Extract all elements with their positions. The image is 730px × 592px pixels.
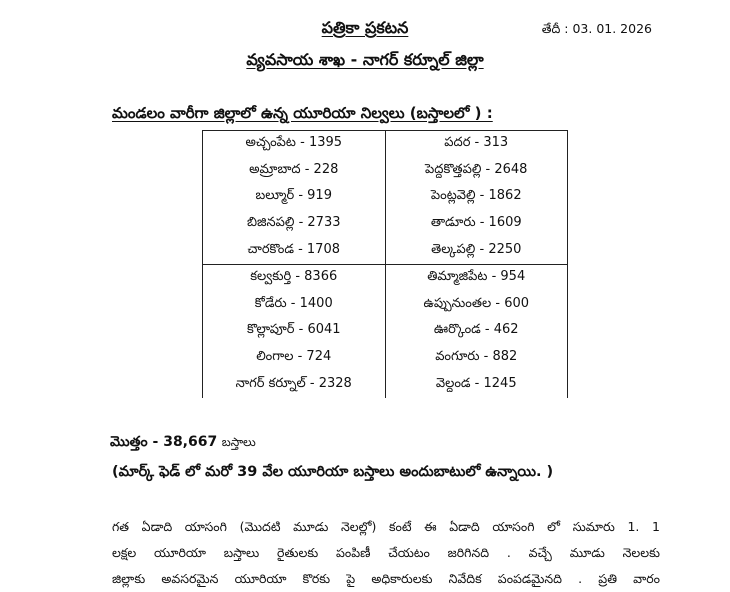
mandal-name: కోడేరు [254, 295, 287, 311]
mandal-stock-value: 2250 [488, 241, 522, 257]
mandal-cell: తాడూరు - 1609 [385, 211, 568, 238]
mandal-name: వెల్దండ [435, 375, 471, 391]
mandal-stock-value: 954 [500, 269, 526, 285]
mandal-cell: బిజినపల్లి - 2733 [203, 211, 386, 238]
table-row [203, 131, 568, 158]
mandal-cell: పెద్దకొత్తపల్లి - 2648 [385, 158, 568, 185]
mandal-name: పెంట్లవెల్లి [430, 188, 476, 204]
mandal-stock-value: 2648 [494, 161, 528, 177]
mandal-cell: తెల్కపల్లి - 2250 [385, 237, 568, 264]
document-date: తేదీ : 03. 01. 2026 [541, 21, 652, 36]
mandal-stock-value: 1395 [308, 135, 343, 151]
mandal-name: తెల్కపల్లి [431, 241, 476, 257]
mandal-cell: పెంట్లవెల్లి - 1862 [385, 184, 568, 211]
body-paragraph [112, 514, 660, 592]
mandal-cell: కొల్లాపూర్ - 6041 [203, 318, 386, 345]
mandal-stock-value: 6041 [307, 322, 341, 338]
mandal-name: వంగూరు [435, 349, 480, 365]
table-row [203, 318, 568, 345]
mandal-cell: ఊర్కొండ - 462 [385, 318, 568, 345]
mandal-cell: బల్మూర్ - 919 [203, 184, 386, 211]
mandal-name: ఉప్పునుంతల [423, 295, 492, 311]
mandal-cell: వెల్దండ - 1245 [385, 371, 568, 398]
mandal-name: పెద్దకొత్తపల్లి [425, 161, 482, 177]
mandal-name: తిమ్మాజిపేట [427, 269, 488, 285]
mandal-stock-value: 462 [493, 322, 519, 338]
urea-stock-table [202, 130, 568, 398]
paragraph-line: జిల్లాకు అవసరమైన యూరియా కొరకు పై అధికారులకు నివేదిక పంపడమైనది . ప్రతి వారం [112, 571, 660, 586]
mandal-name: లింగాల [256, 349, 294, 365]
mandal-name: ఊర్కొండ [433, 322, 481, 338]
document-title: పత్రికా ప్రకటన [321, 18, 409, 37]
mandal-cell: పదర - 313 [385, 131, 568, 158]
mandal-name: అచ్చంపేట [245, 135, 296, 151]
table-row [203, 292, 568, 319]
total-unit: బస్తాలు [221, 435, 256, 449]
mandal-cell: అచ్చంపేట - 1395 [203, 131, 386, 158]
mandal-stock-value: 724 [306, 349, 332, 365]
mandal-stock-value: 1708 [306, 241, 340, 257]
total-label: మొత్తం - 38,667 [110, 434, 218, 450]
mandal-name: బిజినపల్లి [247, 215, 295, 231]
table-row [203, 158, 568, 185]
mandal-name: తాడూరు [430, 215, 476, 231]
mandal-stock-value: 228 [313, 161, 339, 177]
section-heading: మండలం వారీగా జిల్లాలో ఉన్న యూరియా నిల్వలు (బస్తాలలో ) : [112, 104, 493, 122]
mandal-cell: కల్వకుర్తి - 8366 [203, 264, 386, 291]
mandal-name: బల్మూర్ [255, 188, 295, 204]
mandal-name: అమ్రాబాద [249, 161, 301, 177]
mandal-cell: కోడేరు - 1400 [203, 292, 386, 319]
department-subtitle: వ్యవసాయ శాఖ - నాగర్ కర్నూల్ జిల్లా [246, 50, 484, 69]
mandal-cell: నాగర్ కర్నూల్ - 2328 [203, 371, 386, 398]
mandal-name: కల్వకుర్తి [250, 269, 292, 285]
mandal-stock-value: 882 [492, 349, 518, 365]
mandal-stock-value: 600 [504, 295, 530, 311]
mandal-stock-value: 8366 [304, 269, 338, 285]
mandal-cell: లింగాల - 724 [203, 345, 386, 372]
paragraph-line: లక్షల యూరియా బస్తాలు రైతులకు పంపిణీ చేయటం జరిగినది . వచ్చే మూడు నెలలకు [112, 545, 660, 560]
mandal-stock-value: 1862 [488, 188, 522, 204]
mandal-stock-value: 1245 [483, 375, 517, 391]
mandal-stock-value: 2328 [318, 375, 352, 391]
table-row [203, 264, 568, 291]
table-row [203, 371, 568, 398]
mandal-stock-value: 919 [307, 188, 332, 204]
table-row [203, 345, 568, 372]
mandal-cell: వంగూరు - 882 [385, 345, 568, 372]
table-row [203, 184, 568, 211]
mandal-name: నాగర్ కర్నూల్ [235, 375, 306, 391]
paragraph-line: గత ఏడాది యాసంగి (మొదటి మూడు నెలల్లో) కంటే ఈ ఏడాది యాసంగి లో సుమారు 1. 1 [112, 519, 660, 534]
mandal-stock-value: 1609 [488, 215, 522, 231]
table-row [203, 211, 568, 238]
mandal-cell: తిమ్మాజిపేట - 954 [385, 264, 568, 291]
mandal-cell: చారకొండ - 1708 [203, 237, 386, 264]
total-line [110, 434, 256, 453]
mandal-name: చారకొండ [247, 241, 294, 257]
mandal-cell: అమ్రాబాద - 228 [203, 158, 386, 185]
mandal-stock-value: 2733 [307, 215, 341, 231]
mandal-name: కొల్లాపూర్ [246, 322, 295, 338]
table-row [203, 237, 568, 264]
markfed-note: (మార్క్ ఫెడ్ లో మరో 39 వేల యూరియా బస్తాలు అందుబాటులో ఉన్నాయి. ) [112, 464, 554, 480]
mandal-stock-value: 313 [483, 135, 509, 151]
mandal-stock-value: 1400 [299, 295, 333, 311]
mandal-name: పదర [444, 135, 471, 151]
mandal-cell: ఉప్పునుంతల - 600 [385, 292, 568, 319]
